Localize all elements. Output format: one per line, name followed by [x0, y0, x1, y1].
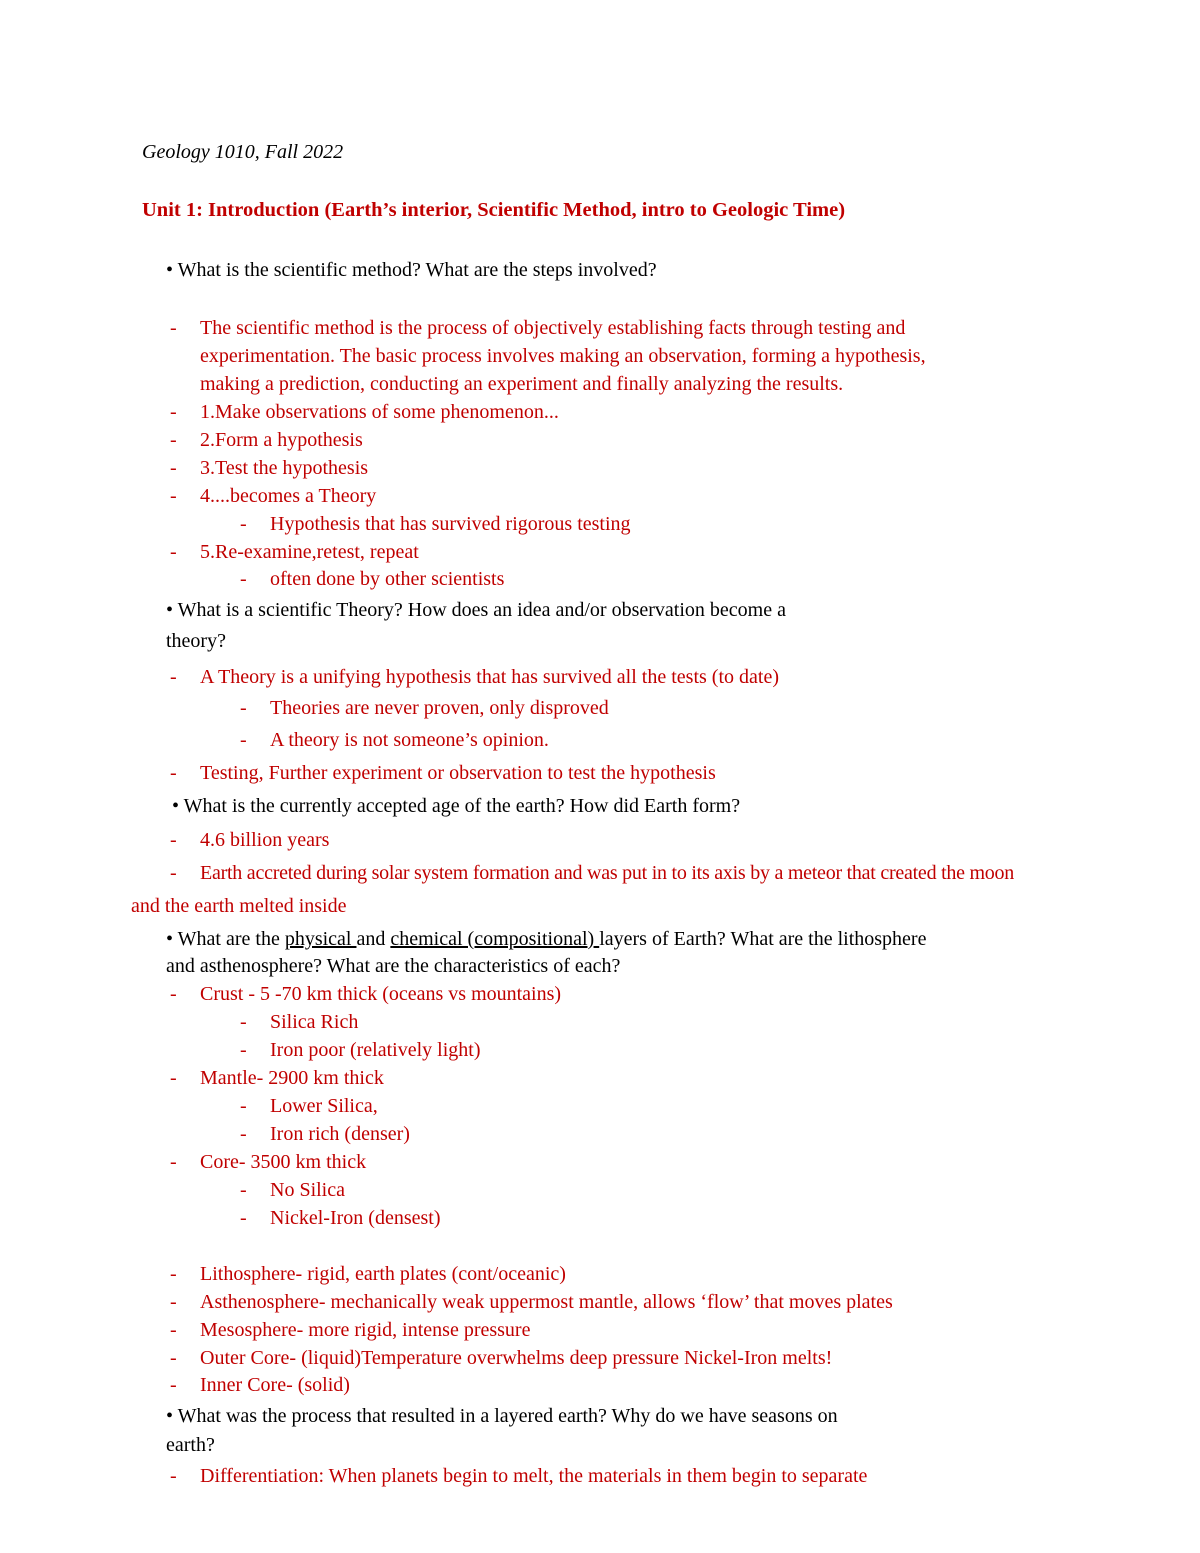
question-5-continued: earth? [166, 1434, 215, 1456]
dash-marker: - [240, 697, 247, 719]
physical-term: physical [284, 928, 357, 950]
dash-marker: - [170, 1151, 177, 1173]
answer-item: 4.6 billion years [200, 829, 330, 851]
layer-item: Core- 3500 km thick [200, 1151, 367, 1173]
answer-item: Differentiation: When planets begin to melt, the materials in them begin to separate [200, 1465, 868, 1487]
answer-item-continued: and the earth melted inside [131, 895, 347, 917]
dash-marker: - [170, 862, 177, 884]
dash-marker: - [170, 762, 177, 784]
layer-sub-item: Lower Silica, [270, 1095, 378, 1117]
question-text: What is the currently accepted age of the earth? How did Earth form? [183, 795, 741, 817]
sub-answer-item: A theory is not someone’s opinion. [270, 729, 549, 751]
dash-marker: - [170, 485, 177, 507]
dash-marker: - [240, 1123, 247, 1145]
mechanical-layer-item: Inner Core- (solid) [200, 1374, 350, 1396]
question-text: and [356, 928, 391, 950]
dash-marker: - [170, 666, 177, 688]
dash-marker: - [240, 1207, 247, 1229]
dash-marker: - [170, 429, 177, 451]
answer-item: A Theory is a unifying hypothesis that has survived all the tests (to date) [200, 666, 779, 688]
answer-line: experimentation. The basic process involves making an observation, forming a hypothesis, [200, 345, 926, 367]
dash-marker: - [170, 1374, 177, 1396]
layer-sub-item: No Silica [270, 1179, 345, 1201]
dash-marker: - [240, 1095, 247, 1117]
bullet: • [166, 259, 174, 281]
question-text: layers of Earth? What are the lithosphere [599, 928, 927, 950]
step-item: 4....becomes a Theory [200, 485, 377, 507]
answer-line: The scientific method is the process of objectively establishing facts through testing and [200, 317, 906, 339]
question-4-continued: and asthenosphere? What are the characteristics of each? [166, 955, 621, 977]
question-2-continued: theory? [166, 630, 226, 652]
step-item: 3.Test the hypothesis [200, 457, 369, 479]
layer-sub-item: Nickel-Iron (densest) [270, 1207, 441, 1229]
chemical-term: chemical (compositional) [390, 928, 600, 950]
dash-marker: - [170, 1319, 177, 1341]
question-text: What is a scientific Theory? How does an idea and/or observation become a [177, 599, 786, 621]
bullet: • [172, 795, 180, 817]
answer-line: making a prediction, conducting an experiment and finally analyzing the results. [200, 373, 844, 395]
bullet: • [166, 1405, 174, 1427]
step-item: 1.Make observations of some phenomenon... [200, 401, 559, 423]
dash-marker: - [170, 983, 177, 1005]
sub-answer-item: Theories are never proven, only disproved [270, 697, 609, 719]
dash-marker: - [170, 1263, 177, 1285]
question-3 [172, 794, 740, 818]
sub-step-item: Hypothesis that has survived rigorous testing [270, 513, 631, 535]
sub-step-item: often done by other scientists [270, 568, 505, 590]
dash-marker: - [240, 1179, 247, 1201]
course-title: Geology 1010, Fall 2022 [142, 141, 344, 163]
dash-marker: - [170, 541, 177, 563]
question-text: What is the scientific method? What are the steps involved? [177, 259, 657, 281]
layer-sub-item: Iron poor (relatively light) [270, 1039, 481, 1061]
dash-marker: - [240, 729, 247, 751]
bullet: • [166, 599, 174, 621]
answer-item: Testing, Further experiment or observation to test the hypothesis [200, 762, 716, 784]
dash-marker: - [170, 1347, 177, 1369]
question-1 [166, 258, 657, 282]
question-text: What was the process that resulted in a layered earth? Why do we have seasons on [177, 1405, 838, 1427]
bullet: • [166, 928, 174, 950]
mechanical-layer-item: Asthenosphere- mechanically weak uppermost mantle, allows ‘flow’ that moves plates [200, 1291, 893, 1313]
layer-item: Mantle- 2900 km thick [200, 1067, 384, 1089]
dash-marker: - [170, 457, 177, 479]
dash-marker: - [240, 1011, 247, 1033]
question-4 [166, 927, 926, 951]
dash-marker: - [170, 1465, 177, 1487]
dash-marker: - [170, 317, 177, 339]
question-2 [166, 598, 786, 622]
mechanical-layer-item: Mesosphere- more rigid, intense pressure [200, 1319, 531, 1341]
dash-marker: - [170, 829, 177, 851]
mechanical-layer-item: Outer Core- (liquid)Temperature overwhelms deep pressure Nickel-Iron melts! [200, 1347, 833, 1369]
dash-marker: - [170, 401, 177, 423]
layer-item: Crust - 5 -70 km thick (oceans vs mountains) [200, 983, 562, 1005]
step-item: 5.Re-examine,retest, repeat [200, 541, 419, 563]
question-5 [166, 1404, 838, 1428]
dash-marker: - [170, 1291, 177, 1313]
unit-heading: Unit 1: Introduction (Earth’s interior, Scientific Method, intro to Geologic Time) [142, 199, 846, 221]
dash-marker: - [240, 513, 247, 535]
step-item: 2.Form a hypothesis [200, 429, 363, 451]
question-text: What are the [177, 928, 285, 950]
dash-marker: - [240, 568, 247, 590]
layer-sub-item: Silica Rich [270, 1011, 359, 1033]
dash-marker: - [170, 1067, 177, 1089]
dash-marker: - [240, 1039, 247, 1061]
answer-item: Earth accreted during solar system formation and was put in to its axis by a meteor that created the moon [200, 862, 1015, 884]
layer-sub-item: Iron rich (denser) [270, 1123, 410, 1145]
mechanical-layer-item: Lithosphere- rigid, earth plates (cont/oceanic) [200, 1263, 566, 1285]
